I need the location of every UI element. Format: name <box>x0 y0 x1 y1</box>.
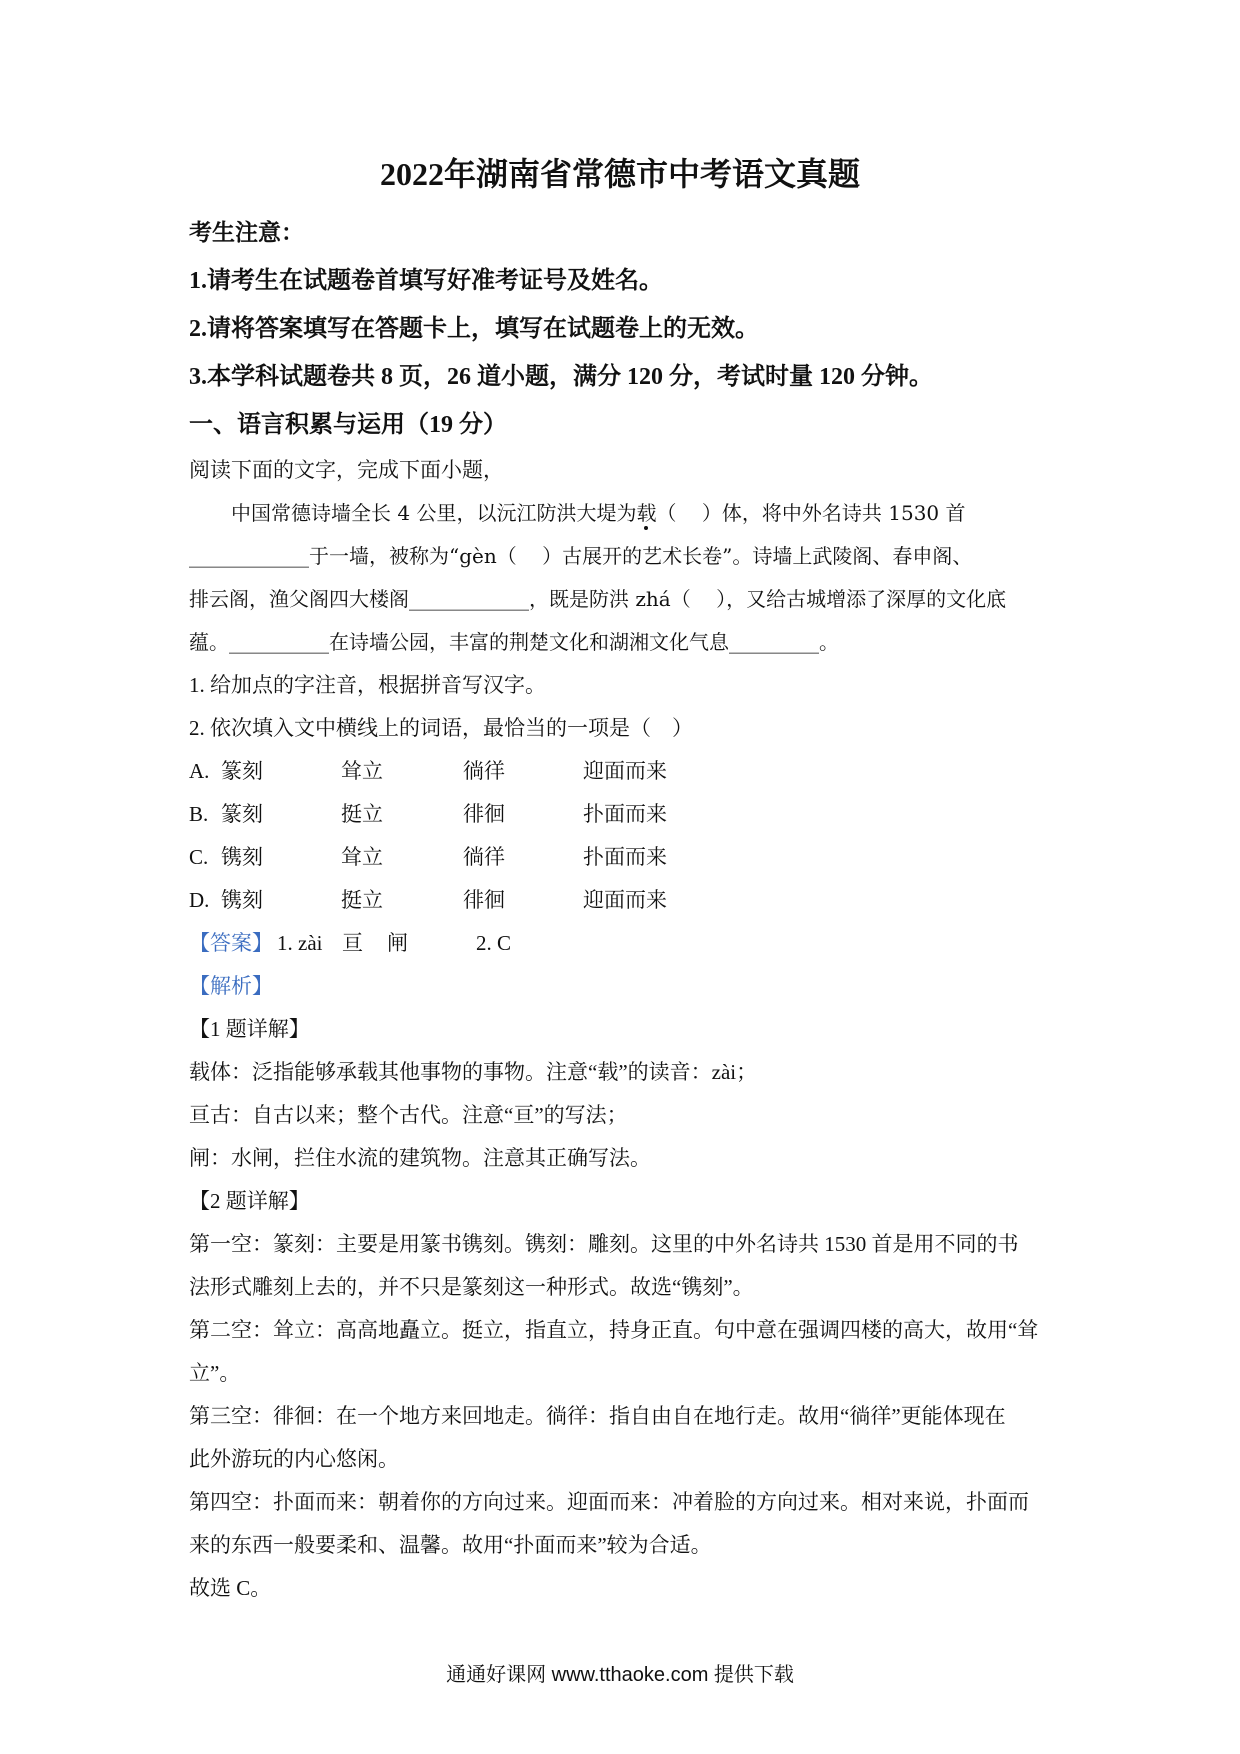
detail-line: 立”。 <box>189 1361 241 1385</box>
notice-item: 3.本学科试题卷共 8 页，26 道小题，满分 120 分，考试时量 120 分钟。 <box>189 364 933 390</box>
reading-instruction: 阅读下面的文字，完成下面小题， <box>189 458 504 482</box>
detail-line: 来的东西一般要柔和、温馨。故用“扑面而来”较为合适。 <box>189 1533 712 1557</box>
detail-1 <box>189 1008 1089 1180</box>
option-word: 篆刻 <box>221 802 263 826</box>
detail-line: 第二空：耸立：高高地矗立。挺立，指直立，持身正直。句中意在强调四楼的高大，故用“耸 <box>189 1318 1039 1342</box>
reading-passage <box>189 492 1089 664</box>
option-row-a <box>189 750 1089 793</box>
option-word: 篆刻 <box>221 759 263 783</box>
detail-line: 法形式雕刻上去的，并不只是篆刻这一种形式。故选“镌刻”。 <box>189 1275 754 1299</box>
answer-part: 亘 <box>342 931 363 955</box>
answer-row <box>189 922 1089 965</box>
page-title: 2022年湖南省常德市中考语文真题 <box>379 156 860 192</box>
question-1: 1. 给加点的字注音，根据拼音写汉字。 <box>189 673 546 697</box>
option-word: 迎面而来 <box>583 759 667 783</box>
passage-line <box>189 492 1089 535</box>
detail-line: 第四空：扑面而来：朝着你的方向过来。迎面而来：冲着脸的方向过来。相对来说，扑面而 <box>189 1490 1029 1514</box>
answer-part: 闸 <box>387 931 408 955</box>
option-row-d <box>189 879 1089 922</box>
notice-item: 1.请考生在试题卷首填写好准考证号及姓名。 <box>189 268 663 294</box>
option-word: 扑面而来 <box>583 802 667 826</box>
detail-conclusion: 故选 C。 <box>189 1576 272 1600</box>
analysis-tag: 【解析】 <box>189 974 273 998</box>
detail-heading: 【2 题详解】 <box>189 1189 310 1213</box>
passage-line: 排云阁，渔父阁四大楼阁____________，既是防洪 zhá（ ），又给古城增添了深厚的文化底 <box>189 587 1007 611</box>
candidate-notice <box>189 209 1089 401</box>
option-word: 迎面而来 <box>583 888 667 912</box>
option-word: 挺立 <box>341 888 383 912</box>
question-2: 2. 依次填入文中横线上的词语，最恰当的一项是（ ） <box>189 716 693 740</box>
answer-part: 1. zài <box>277 931 323 955</box>
detail-line: 第一空：篆刻：主要是用篆书镌刻。镌刻：雕刻。这里的中外名诗共 1530 首是用不同的书 <box>189 1232 1019 1256</box>
detail-line: 载体：泛指能够承载其他事物的事物。注意“载”的读音：zài； <box>189 1060 758 1084</box>
option-word: 徜徉 <box>463 845 505 869</box>
option-word: 扑面而来 <box>583 845 667 869</box>
page-content <box>189 209 1089 1610</box>
detail-2 <box>189 1180 1089 1610</box>
answer-options <box>189 750 1089 922</box>
option-word: 镌刻 <box>221 845 263 869</box>
option-label: B. <box>189 802 209 826</box>
passage-line: 蕴。__________在诗墙公园，丰富的荆楚文化和湖湘文化气息_________。 <box>189 630 839 654</box>
option-row-c <box>189 836 1089 879</box>
option-word: 镌刻 <box>221 888 263 912</box>
notice-item: 2.请将答案填写在答题卡上，填写在试题卷上的无效。 <box>189 316 759 342</box>
option-word: 耸立 <box>341 759 383 783</box>
passage-text: 中国常德诗墙全长 4 公里，以沅江防洪大堤为 <box>231 501 637 525</box>
detail-line: 此外游玩的内心悠闲。 <box>189 1447 399 1471</box>
option-row-b <box>189 793 1089 836</box>
passage-line: ____________于一墙，被称为“gèn（ ）古展开的艺术长卷”。诗墙上武陵阁、春申阁、 <box>189 544 973 568</box>
detail-heading: 【1 题详解】 <box>189 1017 310 1041</box>
answer-tag: 【答案】 <box>189 931 273 955</box>
dotted-character: 载 <box>636 501 657 525</box>
detail-line: 闸：水闸，拦住水流的建筑物。注意其正确写法。 <box>189 1146 651 1170</box>
option-label: D. <box>189 888 210 912</box>
option-word: 徜徉 <box>463 759 505 783</box>
option-word: 徘徊 <box>463 802 505 826</box>
detail-line: 亘古：自古以来；整个古代。注意“亘”的写法； <box>189 1103 628 1127</box>
section-heading: 一、语言积累与运用（19 分） <box>189 412 507 438</box>
option-label: A. <box>189 759 210 783</box>
answer-part: 2. C <box>476 931 512 955</box>
option-word: 徘徊 <box>463 888 505 912</box>
page-footer: 通通好课网 www.tthaoke.com 提供下载 <box>446 1664 794 1686</box>
option-word: 耸立 <box>341 845 383 869</box>
option-label: C. <box>189 845 209 869</box>
detail-line: 第三空：徘徊：在一个地方来回地走。徜徉：指自由自在地行走。故用“徜徉”更能体现在 <box>189 1404 1006 1428</box>
option-word: 挺立 <box>341 802 383 826</box>
passage-text: （ ）体，将中外名诗共 1530 首 <box>656 501 966 525</box>
notice-heading: 考生注意： <box>189 220 304 245</box>
